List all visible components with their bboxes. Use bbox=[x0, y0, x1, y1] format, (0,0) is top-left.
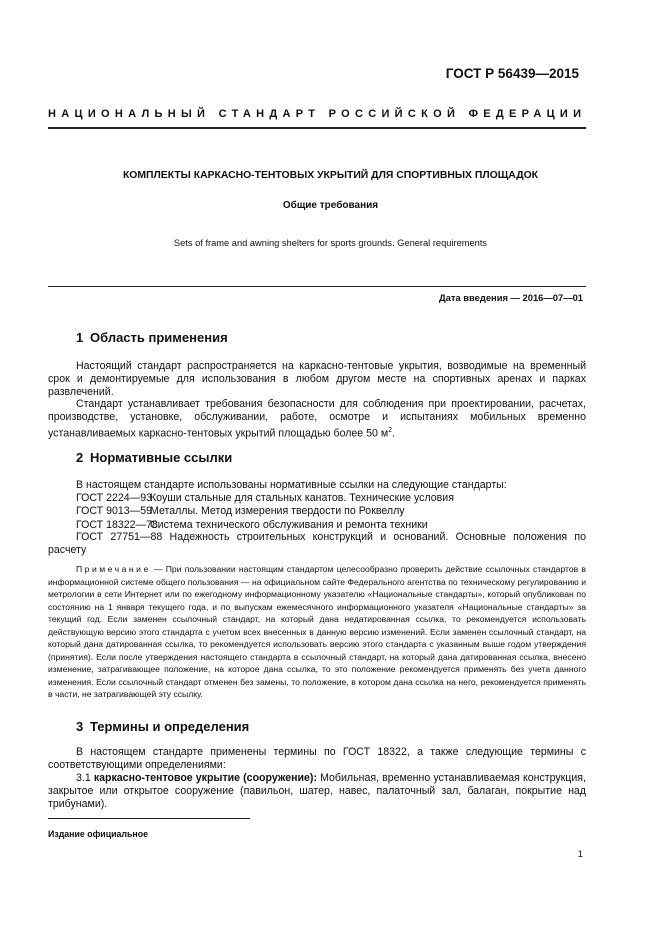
section-2-heading bbox=[76, 450, 232, 465]
section-1-paragraph-2-end: . bbox=[392, 427, 396, 440]
english-title: Sets of frame and awning shelters for sports grounds. General requirements bbox=[173, 238, 488, 248]
section-3-title: Термины и определения bbox=[90, 719, 250, 734]
reference-item-wrapped bbox=[48, 531, 586, 557]
section-1-paragraph-2 bbox=[48, 398, 586, 441]
document-subtitle: Общие требования bbox=[282, 200, 379, 211]
note-paragraph bbox=[48, 563, 586, 701]
reference-text: Металлы. Метод измерения твердости по Роквеллу bbox=[150, 505, 405, 518]
section-1-title: Область применения bbox=[90, 330, 228, 345]
section-1-paragraph-2-text: Стандарт устанавливает требования безопасности для соблюдения при проектировании, расчетах, производстве, установке, обслуживании, работе, осмотре и испытаниях мобильных временно устанавливаемых каркасно-тентовых укрытий площадью более 50 м bbox=[48, 398, 586, 440]
reference-code: ГОСТ 2224—93 bbox=[76, 492, 153, 505]
references-list bbox=[48, 479, 586, 532]
section-3-intro: В настоящем стандарте применены термины по ГОСТ 18322, а также следующие термины с соответствующими определениями: bbox=[48, 746, 586, 772]
reference-text: Коуши стальные для стальных канатов. Технические условия bbox=[150, 492, 454, 505]
reference-text: Система технического обслуживания и ремонта техники bbox=[150, 518, 428, 531]
reference-text: Надежность строительных конструкций и оснований. Основные положения по расчету bbox=[48, 531, 586, 557]
reference-item bbox=[48, 505, 586, 518]
document-title: КОМПЛЕКТЫ КАРКАСНО-ТЕНТОВЫХ УКРЫТИЙ ДЛЯ СПОРТИВНЫХ ПЛОЩАДОК bbox=[122, 170, 539, 181]
edition-label: Издание официальное bbox=[48, 829, 148, 839]
section-2-title: Нормативные ссылки bbox=[90, 450, 233, 465]
superscript: 2 bbox=[388, 427, 393, 435]
references-intro: В настоящем стандарте использованы нормативные ссылки на следующие стандарты: bbox=[76, 479, 507, 491]
section-3-heading bbox=[76, 719, 249, 734]
section-1-number: 1 bbox=[76, 330, 84, 345]
header-divider bbox=[48, 127, 586, 129]
title-divider bbox=[48, 286, 586, 287]
section-3-number: 3 bbox=[76, 719, 84, 734]
note-label: Примечание bbox=[76, 564, 151, 574]
intro-date: Дата введения — 2016—07—01 bbox=[438, 292, 583, 303]
note-text: — При пользовании настоящим стандартом целесообразно проверить действие ссылочных стандартов в информационной системе общего пользования — на официальном сайте Федерального агентства по техническому регулированию и метрологии в сети Интернет или по ежегодному информационному указателю «Национальные стандарты», который опубликован по состоянию на 1 января текущего года, и по выпускам ежемесячного информационного указателя «Национальные стандарты» за текущий год. Если заменен ссылочный стандарт, на который дана недатированная ссылка, то рекомендуется использовать действующую версию этого стандарта с учетом всех внесенных в данную версию изменений. Если заменен ссылочный стандарт, на который дана датированная ссылка, то рекомендуется использовать версию этого стандарта с указанным выше годом утверждения (принятия). Если после утверждения настоящего стандарта в ссылочный стандарт, на который дана датированная ссылка, внесено изменение, затрагивающее положение, на которое дана ссылка, то это положение рекомендуется применять без учета данного изменения. Если ссылочный стандарт отменен без замены, то положение, в котором дана ссылка на него, рекомендуется применять в части, не затрагивающей эту ссылку. bbox=[48, 564, 586, 699]
reference-item bbox=[48, 492, 586, 505]
term-number: 3.1 bbox=[76, 772, 91, 784]
term-name: каркасно-тентовое укрытие (сооружение): bbox=[93, 772, 317, 784]
term-definition bbox=[48, 772, 586, 812]
term-text: Мобильная, временно устанавливаемая конструкция, закрытое или открытое сооружение (павильон, шатер, навес, палаточный зал, балаган, покрытие над трибунами). bbox=[48, 772, 586, 811]
section-1-paragraph-1: Настоящий стандарт распространяется на каркасно-тентовые укрытия, возводимые на временный срок и демонтируемые для использования в любом другом месте на спортивных аренах и парках развлечений. bbox=[48, 360, 586, 399]
reference-item bbox=[48, 519, 586, 532]
standard-line: НАЦИОНАЛЬНЫЙ СТАНДАРТ РОССИЙСКОЙ ФЕДЕРАЦИИ bbox=[48, 108, 587, 120]
reference-code: ГОСТ 9013—59 bbox=[76, 505, 153, 518]
section-2-number: 2 bbox=[76, 450, 84, 465]
section-1-heading bbox=[76, 330, 228, 345]
footer-divider bbox=[48, 818, 250, 819]
reference-code: ГОСТ 27751—88 bbox=[76, 531, 163, 543]
page-number: 1 bbox=[577, 849, 583, 860]
gost-number: ГОСТ Р 56439—2015 bbox=[445, 66, 579, 81]
reference-code: ГОСТ 18322—78 bbox=[76, 518, 158, 531]
